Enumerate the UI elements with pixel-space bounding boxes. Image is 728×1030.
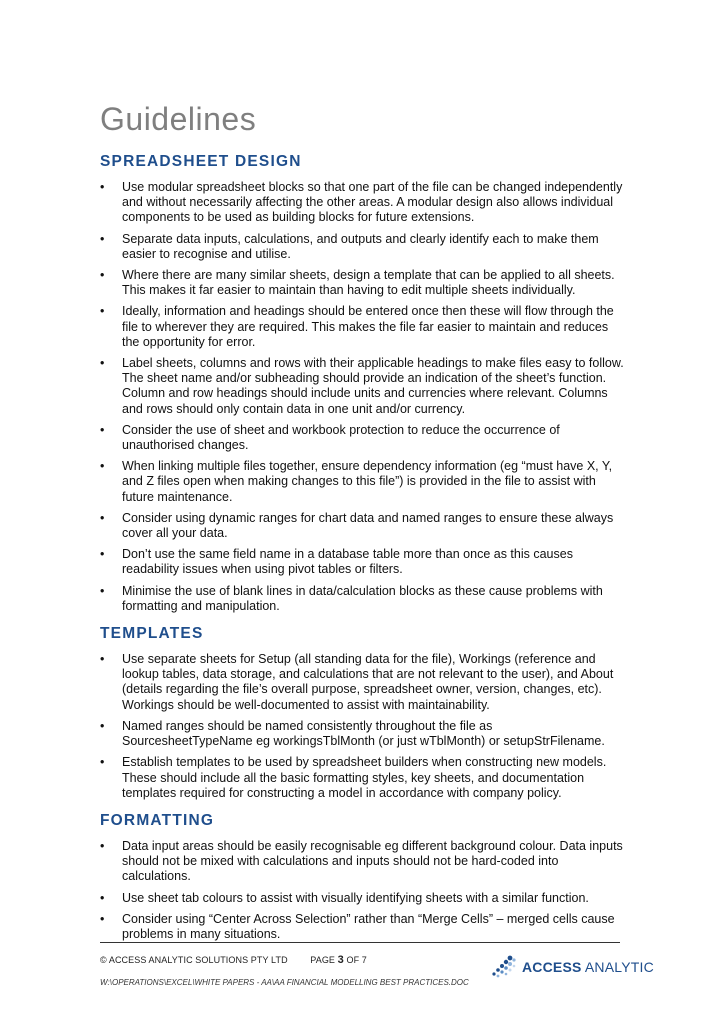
bullet-icon: • <box>100 231 105 246</box>
list-item-text: Establish templates to be used by spreadsheet builders when constructing new models. These should include all the basic formatting styles, key sheets, and documentation templates required for constructing a model in accordance with company policy. <box>122 755 607 800</box>
footer-file-path: W:\OPERATIONS\EXCEL\WHITE PAPERS - AA\AA FINANCIAL MODELLING BEST PRACTICES.DOC <box>100 978 469 987</box>
bullet-icon: • <box>100 911 105 926</box>
list-item-text: Consider the use of sheet and workbook protection to reduce the occurrence of unauthorised changes. <box>122 422 560 453</box>
document-body <box>100 152 625 948</box>
list-item <box>100 652 625 713</box>
list-item-text: Use separate sheets for Setup (all standing data for the file), Workings (reference and lookup tables, data storage, and calculations that are not relevant to the user), and About (details regarding the file’s overall purpose, spreadsheet owner, version, changes, etc). Workings should be well-documented to assist with maintainability. <box>122 652 614 712</box>
footer-page-total: OF 7 <box>346 955 367 965</box>
list-item-text: Use modular spreadsheet blocks so that one part of the file can be changed independently and without necessarily affecting the other areas. A modular design also allows individual components to be used as building blocks for future extensions. <box>122 180 623 225</box>
list-item <box>100 912 625 942</box>
bullet-icon: • <box>100 356 105 371</box>
bullet-list-templates <box>100 652 625 801</box>
bullet-icon: • <box>100 652 105 667</box>
list-item-text: Consider using “Center Across Selection” rather than “Merge Cells” – merged cells cause problems in many situations. <box>122 911 615 941</box>
page-title: Guidelines <box>100 101 257 137</box>
bullet-icon: • <box>100 890 105 905</box>
list-item-text: Minimise the use of blank lines in data/calculation blocks as these cause problems with formatting and manipulation. <box>122 583 603 613</box>
list-item-text: Use sheet tab colours to assist with visually identifying sheets with a similar function. <box>122 890 589 905</box>
bullet-icon: • <box>100 422 105 437</box>
list-item <box>100 180 625 226</box>
list-item <box>100 511 625 541</box>
bullet-list-spreadsheet-design <box>100 180 625 614</box>
bullet-icon: • <box>100 718 105 733</box>
bullet-icon: • <box>100 180 105 194</box>
list-item-text: When linking multiple files together, ensure dependency information (eg “must have X, Y, and Z files open when making changes to this file”) is provided in the file to assist with future maintenance. <box>122 459 613 504</box>
list-item <box>100 459 625 505</box>
bullet-icon: • <box>100 510 105 525</box>
list-item-text: Consider using dynamic ranges for chart data and named ranges to ensure these always cover all your data. <box>122 510 614 541</box>
logo-wordmark <box>522 959 654 975</box>
bullet-icon: • <box>100 583 105 598</box>
list-item <box>100 232 625 262</box>
bullet-icon: • <box>100 268 105 283</box>
list-item <box>100 719 625 749</box>
list-item-text: Don’t use the same field name in a database table more than once as this causes readability issues when using pivot tables or filters. <box>122 547 573 577</box>
list-item <box>100 547 625 577</box>
footer-divider <box>100 942 620 943</box>
access-analytic-logo-icon <box>488 952 518 982</box>
bullet-icon: • <box>100 547 105 562</box>
bullet-list-formatting <box>100 839 625 942</box>
list-item <box>100 755 625 801</box>
list-item-text: Named ranges should be named consistently throughout the file as SourcesheetTypeName eg workingsTblMonth (or just wTblMonth) or setupStrFilename. <box>122 718 605 749</box>
list-item-text: Separate data inputs, calculations, and outputs and clearly identify each to make them easier to recognise and utilise. <box>122 231 599 261</box>
list-item <box>100 584 625 614</box>
footer-copyright-line <box>100 954 367 966</box>
list-item-text: Ideally, information and headings should be entered once then these will flow through the file to wherever they are required. This makes the file far easier to maintain and reduces the opportunity for error. <box>122 304 614 349</box>
section-heading-templates: TEMPLATES <box>100 625 204 643</box>
logo-word-access: ACCESS <box>522 959 582 975</box>
list-item-text: Data input areas should be easily recognisable eg different background colour. Data inputs should not be mixed with calculations and inputs should not be hard-coded into calculations. <box>122 838 623 884</box>
bullet-icon: • <box>100 459 105 474</box>
list-item <box>100 268 625 298</box>
bullet-icon: • <box>100 755 105 770</box>
list-item <box>100 891 625 906</box>
list-item <box>100 839 625 885</box>
list-item <box>100 423 625 453</box>
list-item-text: Where there are many similar sheets, design a template that can be applied to all sheets. This makes it far easier to maintain than having to edit multiple sheets individually. <box>122 268 615 298</box>
footer-page-number: 3 <box>337 954 344 966</box>
footer-copyright: © ACCESS ANALYTIC SOLUTIONS PTY LTD <box>100 955 288 965</box>
list-item-text: Label sheets, columns and rows with their applicable headings to make files easy to follow. The sheet name and/or subheading should provide an indication of the sheet’s function. Column and row headings should include units and currencies where relevant. Columns and rows should only contain data in one unit and/or currency. <box>122 356 624 416</box>
footer-page-label: PAGE <box>310 955 336 965</box>
section-heading-formatting: FORMATTING <box>100 811 215 829</box>
list-item <box>100 356 625 417</box>
bullet-icon: • <box>100 304 105 319</box>
logo-word-analytic: ANALYTIC <box>584 959 654 975</box>
company-logo <box>488 952 654 982</box>
bullet-icon: • <box>100 838 105 853</box>
list-item <box>100 304 625 350</box>
section-heading-spreadsheet-design: SPREADSHEET DESIGN <box>100 153 302 170</box>
